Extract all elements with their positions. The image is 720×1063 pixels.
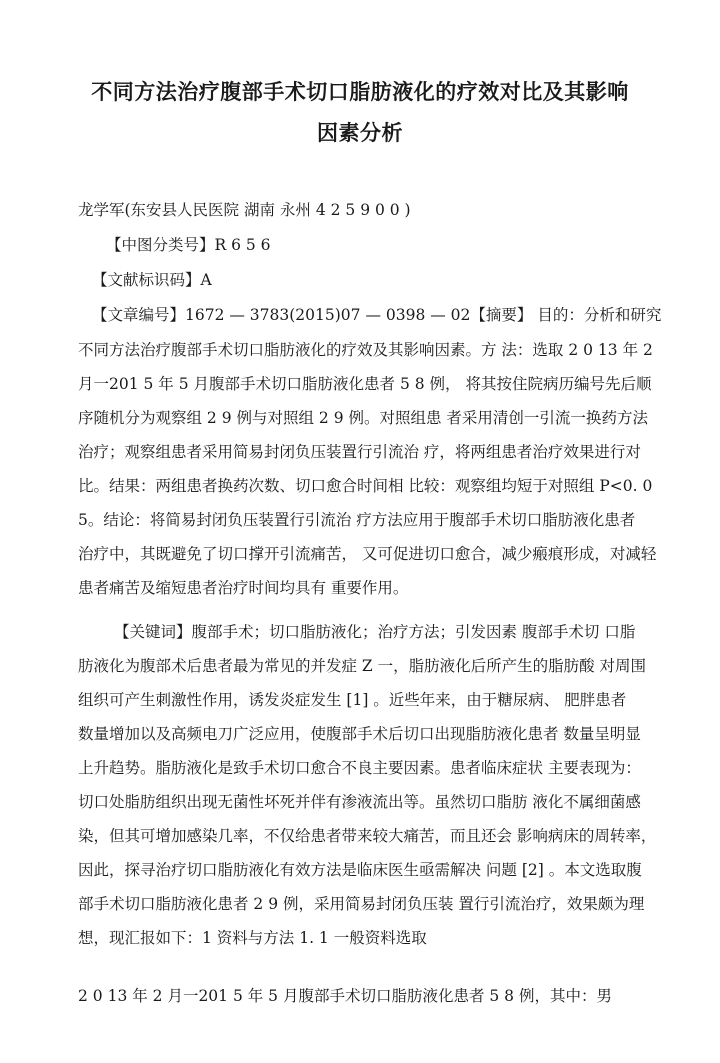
- classification-line: 【中图分类号】R 6 5 6: [106, 236, 271, 254]
- doc-code-line: 【文献标识码】A: [92, 271, 212, 289]
- final-line: 2 0 13 年 2 月一201 5 年 5 月腹部手术切口脂肪液化患者 5 8 例，其中：男: [78, 987, 612, 1005]
- page-title-line-1: 不同方法治疗腹部手术切口脂肪液化的疗效对比及其影响: [91, 79, 629, 104]
- abstract-line: 比。结果：两组患者换药次数、切口愈合时间相 比较：观察组均短于对照组 P<0. 0: [78, 477, 653, 495]
- body-line: 组织可产生刺激性作用，诱发炎症发生 [1] 。近些年来，由于糖尿病、 肥胖患者: [78, 691, 627, 709]
- page-title-line-2: 因素分析: [317, 120, 403, 145]
- abstract-line: 不同方法治疗腹部手术切口脂肪液化的疗效及其影响因素。方 法：选取 2 0 13 年 2: [78, 341, 653, 359]
- abstract-line: 治疗中，其既避免了切口撑开引流痛苦， 又可促进切口愈合，减少瘢痕形成，对减轻: [78, 545, 657, 563]
- abstract-line: 5。结论：将简易封闭负压装置行引流治 疗方法应用于腹部手术切口脂肪液化患者: [78, 511, 636, 529]
- body-line: 想，现汇报如下：1 资料与方法 1. 1 一般资料选取: [78, 929, 427, 947]
- body-line: 切口处脂肪组织出现无菌性坏死并伴有渗液流出等。虽然切口脂肪 液化不属细菌感: [78, 793, 641, 811]
- abstract-line: 治疗；观察组患者采用简易封闭负压装置行引流治 疗，将两组患者治疗效果进行对: [78, 443, 641, 461]
- abstract-line: 【文章编号】1672 — 3783(2015)07 — 0398 — 02【摘要】 目的：分析和研究: [92, 306, 662, 324]
- abstract-line: 患者痛苦及缩短患者治疗时间均具有 重要作用。: [78, 579, 409, 597]
- body-line: 上升趋势。脂肪液化是致手术切口愈合不良主要因素。患者临床症状 主要表现为：: [78, 759, 641, 777]
- body-line: 数量增加以及高频电刀广泛应用，使腹部手术后切口出现脂肪液化患者 数量呈明显: [78, 725, 641, 743]
- author-line: 龙学军(东安县人民医院 湖南 永州 4 2 5 9 0 0 ): [78, 201, 411, 219]
- body-line: 部手术切口脂肪液化患者 2 9 例，采用简易封闭负压装 置行引流治疗，效果颇为理: [78, 895, 645, 913]
- body-line: 肪液化为腹部术后患者最为常见的并发症 Z 一，脂肪液化后所产生的脂肪酸 对周围: [78, 657, 647, 675]
- body-line: 【关键词】腹部手术；切口脂肪液化；治疗方法；引发因素 腹部手术切 口脂: [114, 623, 636, 641]
- abstract-line: 序随机分为观察组 2 9 例与对照组 2 9 例。对照组患 者采用清创一引流一换药方法: [78, 409, 648, 427]
- abstract-line: 月一201 5 年 5 月腹部手术切口脂肪液化患者 5 8 例， 将其按住院病历编号先后顺: [78, 375, 652, 393]
- body-line: 染，但其可增加感染几率，不仅给患者带来较大痛苦，而且还会 影响病床的周转率，: [78, 827, 657, 845]
- body-line: 因此，探寻治疗切口脂肪液化有效方法是临床医生亟需解决 问题 [2] 。本文选取腹: [78, 861, 642, 879]
